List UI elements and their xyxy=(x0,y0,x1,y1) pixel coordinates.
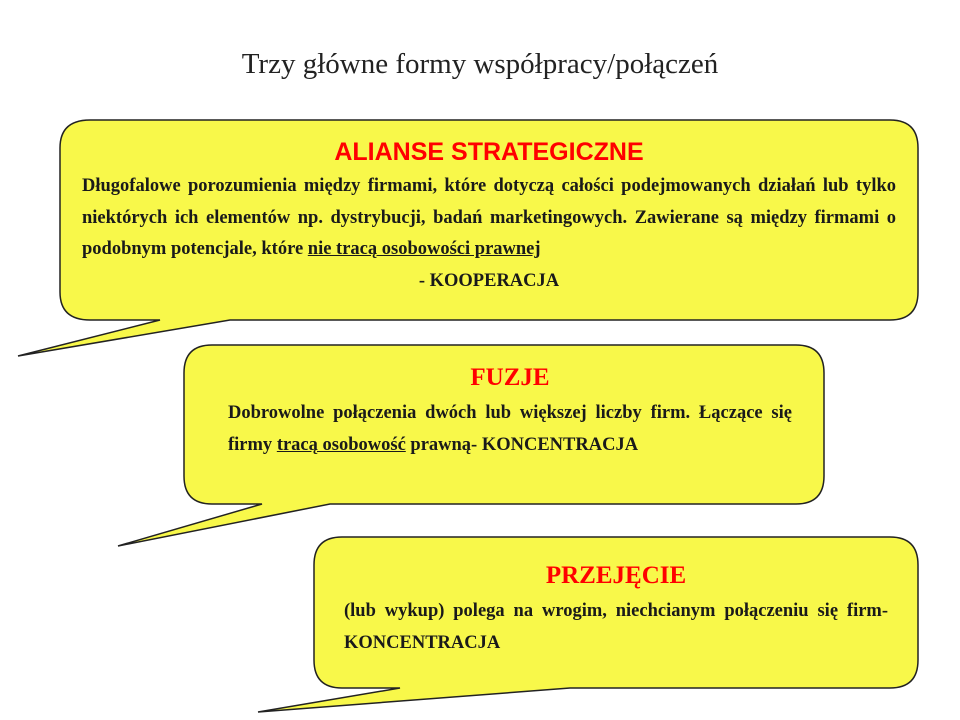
alianse-underlined-text: nie tracą osobowości prawnej xyxy=(307,239,541,259)
przejecie-box xyxy=(344,556,888,659)
fuzje-text: Dobrowolne połączenia dwóch lub większej liczby firm. Łączące się firmy xyxy=(228,403,792,455)
alianse-description xyxy=(82,171,896,266)
alianse-text: Długofalowe porozumienia między firmami, które dotyczą całości podejmowanych działań lub tylko niektórych ich elementów np. dystrybucji, badań marketingowych. Zawierane są między firmami o podobnym potencjale, które xyxy=(82,176,896,259)
fuzje-box xyxy=(228,358,792,461)
fuzje-underlined-text: tracą osobowość xyxy=(276,434,406,455)
fuzje-description xyxy=(228,398,792,461)
fuzje-heading: FUZJE xyxy=(470,364,550,391)
alianse-tail: - KOOPERACJA xyxy=(418,270,560,291)
fuzje-tail: prawną- KONCENTRACJA xyxy=(405,434,639,455)
alianse-heading: ALIANSE STRATEGICZNE xyxy=(334,138,644,166)
przejecie-heading: PRZEJĘCIE xyxy=(545,562,687,589)
page-title: Trzy główne formy współpracy/połączeń xyxy=(241,48,719,80)
alianse-box xyxy=(82,133,896,296)
przejecie-description: (lub wykup) polega na wrogim, niechcianym połączeniu się firm- KONCENTRACJA xyxy=(344,601,888,653)
